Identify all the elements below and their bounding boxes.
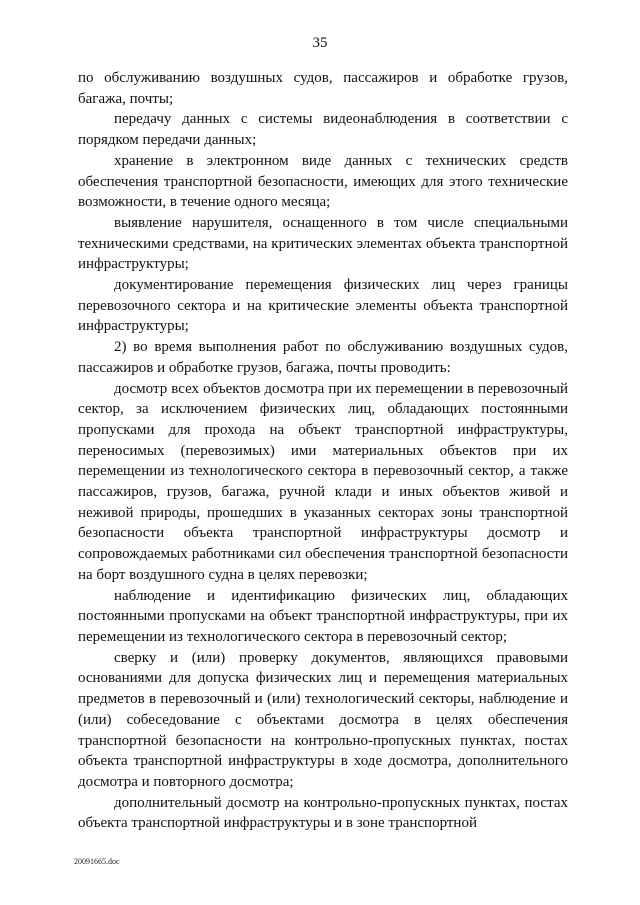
paragraph-document-verification: сверку и (или) проверку документов, являющихся правовыми основаниями для допуска физических лиц и перемещения материальных предметов в перевозочный и (или) технологический секторы, наблюдение и (или) собеседование с объектами досмотра в целях обеспечения транспортной безопасности на контрольно-пропускных пунктах, постах объекта транспортной инфраструктуры в ходе досмотра, дополнительного досмотра и повторного досмотра; [78, 649, 568, 790]
paragraph-video-data-transfer: передачу данных с системы видеонаблюдения в соответствии с порядком передачи данных; [78, 111, 568, 149]
document-body [78, 68, 568, 834]
paragraph-movement-documenting: документирование перемещения физических лиц через границы перевозочного сектора и на критические элементы объекта транспортной инфраструктуры; [78, 277, 568, 335]
paragraph-additional-inspection: дополнительный досмотр на контрольно-пропускных пунктах, постах объекта транспортной инфраструктуры и в зоне транспортной [78, 794, 568, 832]
paragraph-electronic-storage: хранение в электронном виде данных с технических средств обеспечения транспортной безопасности, имеющих для этого технические возможности, в течение одного месяца; [78, 152, 568, 211]
paragraph-inspection: досмотр всех объектов досмотра при их перемещении в перевозочный сектор, за исключением физических лиц, обладающих постоянными пропусками для прохода на объект транспортной инфраструктуры, переносимых (перевозимых) ими материальных объектов при их перемещении из технологического сектора в перевозочный сектор, а также пассажиров, грузов, багажа, ручной клади и иных объектов живой и неживой природы, прошедших в указанных секторах зоны транспортной безопасности объекта транспортной инфраструктуры досмотр и сопровождаемых работниками сил обеспечения транспортной безопасности на борт воздушного судна в целях перевозки; [78, 380, 568, 583]
paragraph-observation-identification: наблюдение и идентификацию физических лиц, обладающих постоянными пропусками на объект транспортной инфраструктуры, при их перемещении из технологического сектора в перевозочный сектор; [78, 587, 568, 645]
paragraph-item-2: 2) во время выполнения работ по обслуживанию воздушных судов, пассажиров и обработке грузов, багажа, почты проводить: [78, 339, 568, 376]
paragraph-continuation: по обслуживанию воздушных судов, пассажиров и обработке грузов, багажа, почты; [78, 70, 568, 107]
page-number: 35 [312, 35, 328, 51]
paragraph-intruder-detection: выявление нарушителя, оснащенного в том числе специальными техническими средствами, на критических элементах объекта транспортной инфраструктуры; [78, 214, 568, 273]
footer-filename: 20091665.doc [74, 857, 120, 866]
